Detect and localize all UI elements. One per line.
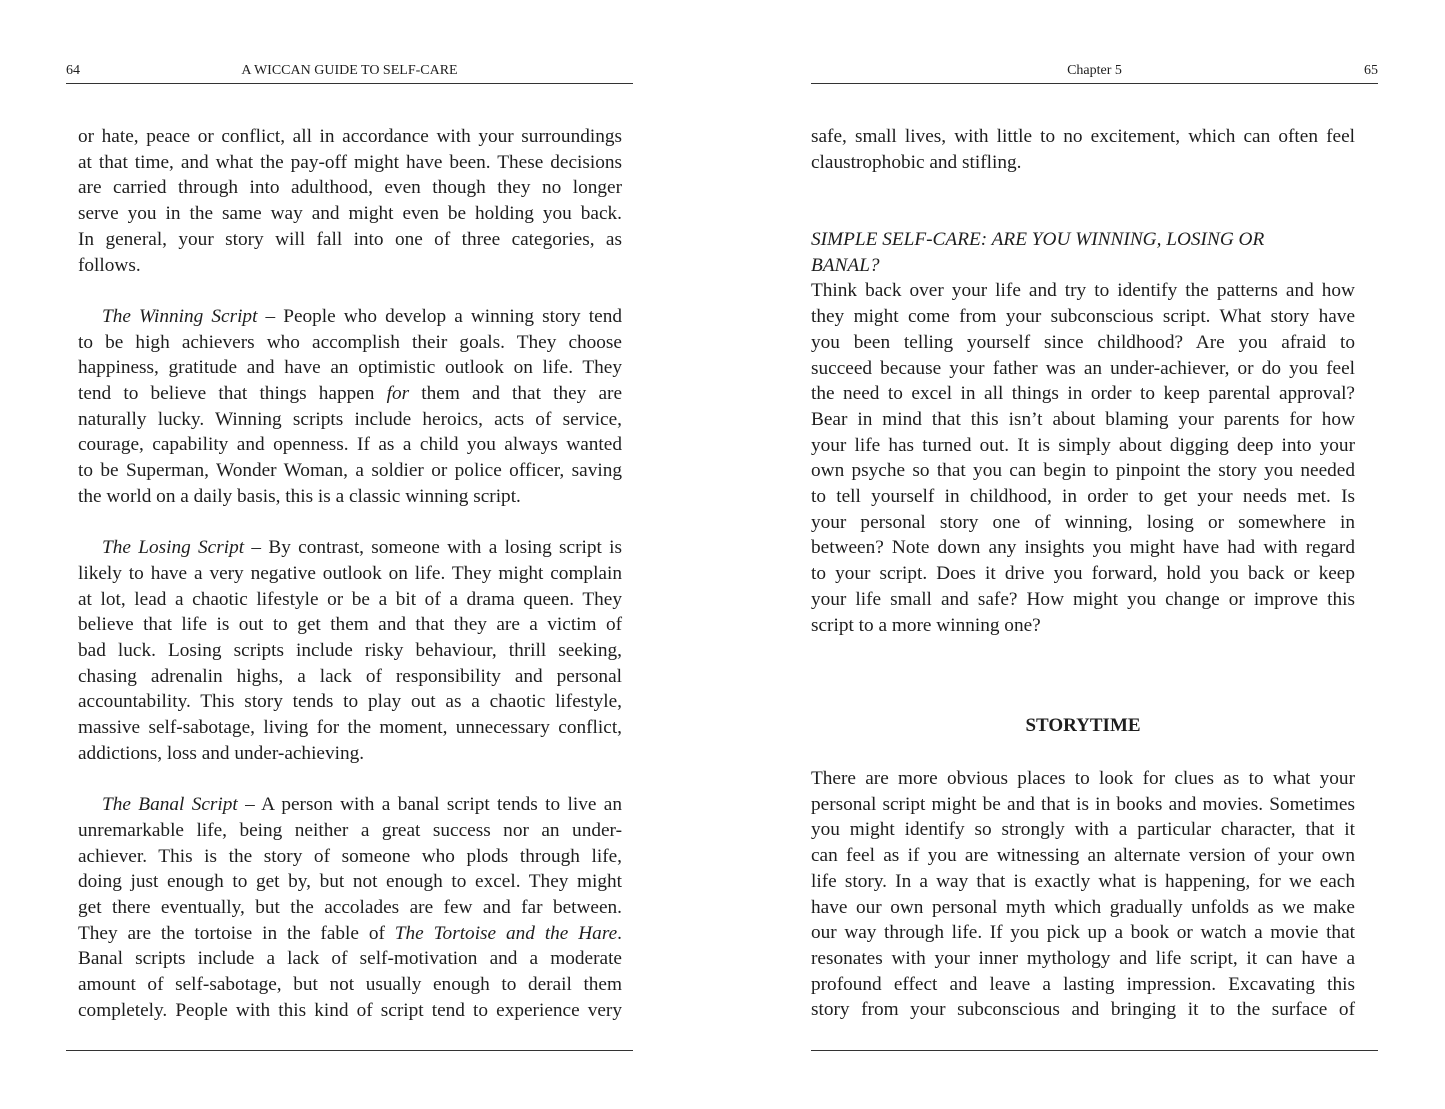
text-line: follows.	[78, 254, 141, 276]
footer-rule	[66, 1050, 633, 1051]
text-line: Bear in mind that this isn’t about blaming your parents for how	[811, 408, 1355, 430]
text-line: serve you in the same way and might even be holding you back.	[78, 203, 622, 225]
text-line: unremarkable life, being neither a great success nor an under-	[78, 819, 622, 841]
text-line: massive self-sabotage, living for the moment, unnecessary conflict,	[78, 717, 622, 739]
page-number: 65	[1364, 63, 1378, 78]
text-line: resonates with your inner mythology and life script, it can have a	[811, 947, 1355, 969]
text-line: The Losing Script – By contrast, someone with a losing script is	[102, 537, 623, 559]
text-line: tend to believe that things happen for them and that they are	[78, 383, 623, 404]
text-line: The Banal Script – A person with a banal script tends to live an	[102, 794, 622, 816]
text-line: are carried through into adulthood, even though they no longer	[78, 177, 622, 199]
text-line: doing just enough to get by, but not enough to excel. They might	[78, 871, 622, 893]
text-line: bad luck. Losing scripts include risky behaviour, thrill seeking,	[78, 640, 622, 661]
text-line: own psyche so that you can begin to pinpoint the story you needed	[811, 460, 1355, 482]
text-line: your life small and safe? How might you change or improve this	[811, 588, 1355, 610]
exercise-title: SIMPLE SELF-CARE: ARE YOU WINNING, LOSING OR	[811, 229, 1265, 250]
script-type-label: The Winning Script	[102, 305, 258, 327]
script-type-label: The Banal Script	[102, 794, 238, 816]
exercise-title: BANAL?	[811, 254, 880, 276]
text-line: get there eventually, but the accolades are few and far between.	[78, 897, 622, 918]
text-line: claustrophobic and stifling.	[811, 151, 1022, 173]
text-line: In general, your story will fall into one of three categories, as	[78, 228, 622, 250]
text-line: chasing adrenalin highs, a lack of responsibility and personal	[78, 665, 622, 687]
text-line: Think back over your life and try to identify the patterns and how	[811, 280, 1355, 302]
text-line: the need to excel in all things in order to keep parental approval?	[811, 383, 1355, 405]
running-head	[66, 63, 633, 84]
text-line: at lot, lead a chaotic lifestyle or be a bit of a drama queen. They	[78, 588, 622, 610]
text-line: completely. People with this kind of script tend to experience very	[78, 999, 622, 1021]
text-line: addictions, loss and under-achieving.	[78, 742, 365, 764]
text-line: The Winning Script – People who develop a winning story tend	[102, 305, 622, 327]
text-line: the world on a daily basis, this is a classic winning script.	[78, 485, 521, 507]
text-line: between? Note down any insights you might have had with regard	[811, 537, 1355, 559]
text-line: likely to have a very negative outlook on life. They might complain	[78, 562, 622, 584]
text-line: or hate, peace or conflict, all in accordance with your surroundings	[78, 126, 622, 147]
page-number: 64	[66, 63, 80, 78]
book-title: A WICCAN GUIDE TO SELF-CARE	[241, 63, 458, 78]
text-line: succeed because your father was an under-achiever, or do you feel	[811, 357, 1355, 379]
text-line: profound effect and leave a lasting impression. Excavating this	[811, 973, 1355, 995]
text-line: happiness, gratitude and have an optimistic outlook on life. They	[78, 357, 622, 379]
text-line: achiever. This is the story of someone who plods through life,	[78, 845, 622, 867]
text-line: accountability. This story tends to play out as a chaotic lifestyle,	[78, 691, 622, 713]
text-line: your life has turned out. It is simply about digging deep into your	[811, 434, 1355, 456]
text-line: to your script. Does it drive you forward, hold you back or keep	[811, 563, 1355, 585]
emphasis: for	[386, 383, 410, 404]
section-heading: STORYTIME	[1025, 715, 1141, 736]
text-line: you might identify so strongly with a particular character, that it	[811, 819, 1355, 841]
text-line: There are more obvious places to look for clues as to what your	[811, 768, 1355, 789]
running-head	[811, 63, 1378, 84]
text-line: Banal scripts include a lack of self-motivation and a moderate	[78, 948, 622, 970]
text-line: believe that life is out to get them and that they are a victim of	[78, 614, 622, 636]
text-line: amount of self-sabotage, but not usually enough to derail them	[78, 974, 622, 996]
text-line: naturally lucky. Winning scripts include heroics, acts of service,	[78, 408, 622, 430]
text-line: script to a more winning one?	[811, 614, 1041, 636]
text-line: to be Superman, Wonder Woman, a soldier or police officer, saving	[78, 460, 622, 482]
emphasis: The Tortoise and the Hare	[394, 922, 618, 944]
text-line: to tell yourself in childhood, in order to get your needs met. Is	[811, 486, 1355, 507]
text-line: our way through life. If you pick up a book or watch a movie that	[811, 922, 1355, 944]
text-line: they might come from your subconscious script. What story have	[811, 306, 1355, 328]
text-line: at that time, and what the pay-off might have been. These decisions	[78, 151, 622, 173]
text-line: you been telling yourself since childhood? Are you afraid to	[811, 331, 1355, 353]
text-line: courage, capability and openness. If as a child you always wanted	[78, 434, 622, 456]
text-line: story from your subconscious and bringing it to the surface of	[811, 999, 1355, 1021]
text-line: safe, small lives, with little to no excitement, which can often feel	[811, 126, 1355, 147]
script-type-label: The Losing Script	[102, 537, 245, 559]
text-line: personal script might be and that is in books and movies. Sometimes	[811, 793, 1355, 815]
text-line: can feel as if you are witnessing an alternate version of your own	[811, 845, 1355, 867]
text-line: your personal story one of winning, losing or somewhere in	[811, 511, 1355, 533]
text-line: have our own personal myth which gradually unfolds as we make	[811, 896, 1355, 918]
text-line: to be high achievers who accomplish their goals. They choose	[78, 331, 622, 353]
text-line: They are the tortoise in the fable of The Tortoise and the Hare.	[78, 922, 622, 944]
footer-rule	[811, 1050, 1378, 1051]
text-line: life story. In a way that is exactly what is happening, for we each	[811, 870, 1355, 892]
chapter-title: Chapter 5	[1067, 63, 1122, 78]
